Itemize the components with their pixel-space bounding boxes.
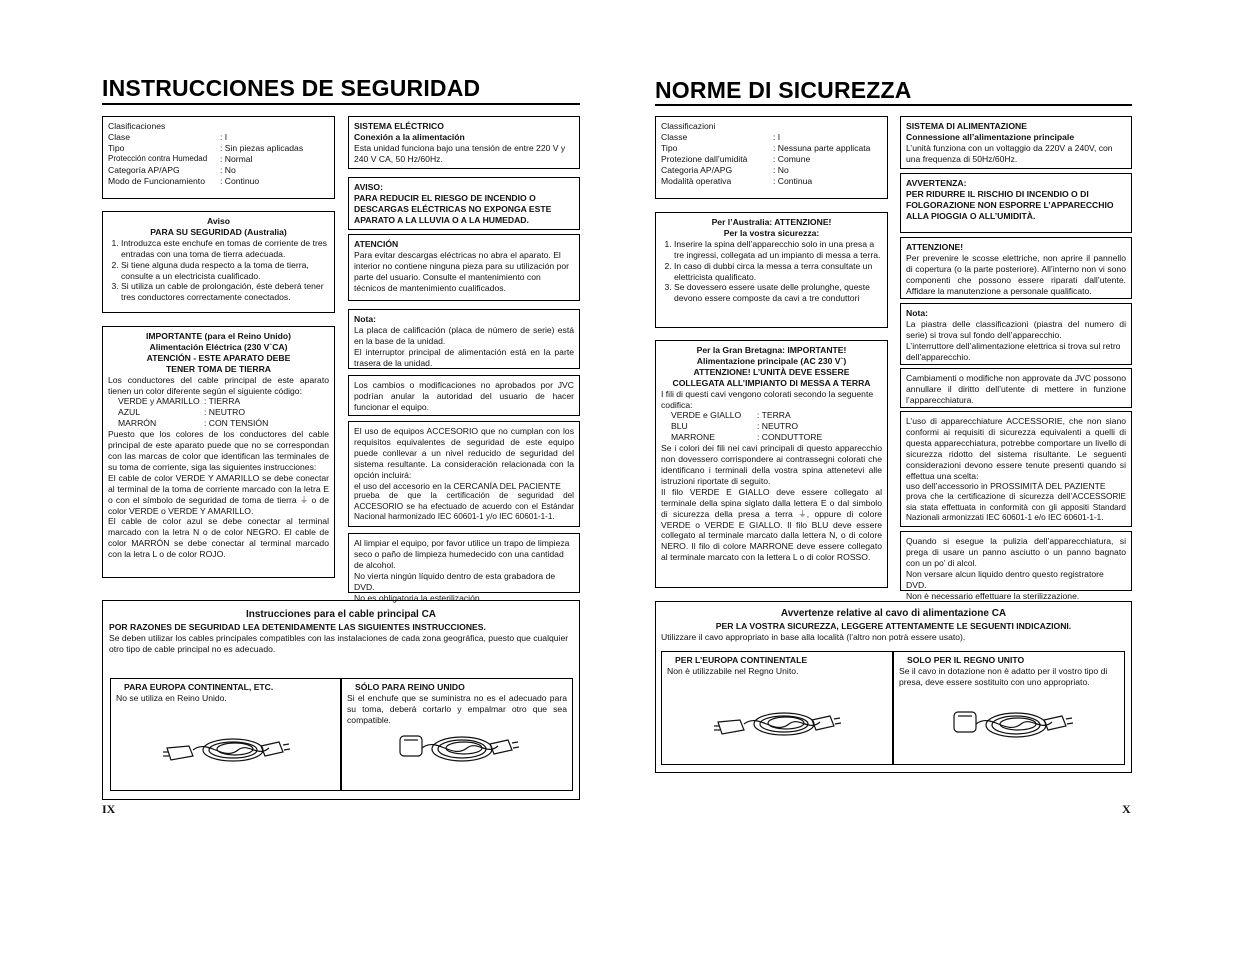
color-code-key: VERDE e GIALLO — [671, 410, 742, 421]
notice-heading: AVISO: — [354, 182, 383, 192]
paragraph: PER RIDURRE IL RISCHIO DI INCENDIO O DI FOLGORAZIONE NON ESPORRE L’APPARECCHIO ALLA PIOGGIA O ALL’UMIDITÀ. — [906, 188, 1114, 221]
notice-heading: ATTENZIONE! — [906, 242, 964, 252]
class-key: Classe — [661, 131, 688, 142]
notice-heading: IMPORTANTE (para el Reino Unido) — [146, 331, 291, 341]
notice-subheading: TENER TOMA DE TIERRA — [165, 363, 272, 374]
classifications-heading: Clasificaciones — [108, 121, 166, 131]
panel-heading: PARA EUROPA CONTINENTAL, ETC. — [124, 682, 274, 692]
europe-plug-icon — [163, 728, 293, 776]
notice-list — [661, 239, 882, 304]
paragraph: El cable de color azul se debe conectar al terminal marcado con la letra N o de color NEGRO. El cable de color MARRÓN se debe conectar al terminal marcado con la letra L o de color ROJO. — [108, 516, 329, 560]
notice-heading: SISTEMA ELÉCTRICO — [354, 121, 444, 131]
cable-heading: Instrucciones para el cable principal CA — [245, 609, 437, 620]
notice-subheading: Alimentazione principale (AC 230 V`) — [696, 355, 847, 366]
page-number-right: X — [1122, 802, 1131, 816]
electric-system-box — [348, 116, 580, 169]
paragraph: Esta unidad funciona bajo una tensión de entre 220 V y 240 V CA, 50 Hz/60Hz. — [354, 142, 566, 164]
paragraph: Si el enchufe que se suministra no es el adecuado para su toma, deberá cortarlo y empalmar otro que sea compatible. — [347, 692, 567, 725]
list-item: 2. In caso di dubbi circa la messa a terra consultate un elettricista qualificato. — [674, 261, 882, 283]
class-key: Protección contra Humedad — [108, 153, 208, 163]
accessory-box — [348, 421, 580, 527]
class-key: Categoría AP/APG — [108, 164, 180, 175]
notice-heading: Per la Gran Bretagna: IMPORTANTE! — [696, 345, 847, 355]
notice-heading: Nota: — [906, 308, 928, 318]
class-value: : No — [220, 164, 236, 175]
notice-subheading: Connessione all’alimentazione principale — [906, 131, 1075, 142]
class-key: Tipo — [108, 142, 125, 153]
list-item: 1. Introduzca este enchufe en tomas de corriente de tres entradas con una toma de tierra adecuada. — [121, 238, 329, 260]
color-code-value: : CONDUTTORE — [757, 432, 823, 443]
accessory-box — [900, 411, 1132, 527]
color-code-value: : NEUTRO — [204, 407, 246, 418]
cable-subheading: POR RAZONES DE SEGURIDAD LEA DETENIDAMENTE LAS SIGUIENTES INSTRUCCIONES. — [109, 621, 486, 632]
caution-box — [900, 237, 1132, 299]
list-item: 2. Si tiene alguna duda respecto a la toma de tierra, consulte a un electricista cualificado. — [121, 260, 329, 282]
class-key: Categoria AP/APG — [661, 164, 733, 175]
color-code-value: : CON TENSIÓN — [204, 418, 269, 429]
class-key: Modalità operativa — [661, 175, 732, 186]
note-box — [900, 303, 1132, 365]
class-value: : Normal — [220, 153, 253, 164]
page-number-left: IX — [102, 802, 116, 816]
notice-heading: AVVERTENZA: — [906, 178, 967, 188]
cable-subheading: PER LA VOSTRA SICUREZZA, LEGGERE ATTENTAMENTE LE SEGUENTI INDICAZIONI. — [715, 620, 1072, 631]
paragraph: Se i colori dei fili nei cavi principali di questo apparecchio non dovessero corrispondere ai contrassegni colorati che identificano i terminali della vostra spina attenetevi alle istruzioni riportate di seguito. — [661, 443, 882, 486]
notice-subheading: COLLEGATA ALL’IMPIANTO DI MESSA A TERRA — [672, 377, 871, 388]
uk-plug-icon — [392, 724, 522, 776]
cable-heading: Avvertenze relative al cavo di alimentazione CA — [780, 608, 1007, 619]
page-title-es: INSTRUCCIONES DE SEGURIDAD — [102, 75, 481, 101]
paragraph: prova che la certificazione di sicurezza dell’ACCESSORIE sia stata effettuata in conformità con gli appositi Standard Nazionali armonizzati IEC 60601-1 e/o IEC 60601-1-1. — [906, 492, 1126, 523]
electric-system-box — [900, 116, 1132, 169]
paragraph: L’interruttore dell’alimentazione elettrica si trova sul retro dell’apparecchio. — [906, 340, 1121, 362]
title-rule — [655, 104, 1132, 106]
list-item: 3. Si utiliza un cable de prolongación, éste deberá tener tres conductores correctamente conectados. — [121, 281, 329, 303]
modifications-box — [900, 368, 1132, 408]
paragraph: Non versare alcun liquido dentro questo registratore DVD. — [906, 568, 1104, 590]
class-value: : Continua — [773, 175, 813, 186]
notice-subheading: ATENCIÓN - ESTE APARATO DEBE — [146, 352, 291, 363]
class-value: : I — [220, 131, 228, 142]
panel-heading: PER L’EUROPA CONTINENTALE — [675, 655, 808, 665]
class-value: : Nessuna parte applicata — [773, 142, 871, 153]
color-code-value: : TERRA — [757, 410, 791, 421]
list-item: 1. Inserire la spina dell’apparecchio solo in una presa a tre ingressi, collegata ad un impianto di messa a terra. — [674, 239, 882, 261]
paragraph: Cambiamenti o modifiche non approvate da JVC possono annullare il diritto dell’utente di mettere in funzione l’apparecchiatura. — [906, 373, 1126, 405]
warning-box — [348, 177, 580, 230]
class-value: : No — [773, 164, 789, 175]
notice-list — [108, 238, 329, 303]
paragraph: No es obligatoria la esterilización. — [354, 592, 483, 603]
paragraph: El cable de color VERDE Y AMARILLO se debe conectar al terminal de la toma de corriente marcado con la letra E o con el símbolo de seguridad de toma de tierra ⏚ o de color VERDE o VERDE Y AMARILLO. — [108, 472, 329, 516]
color-code-value: : TIERRA — [204, 396, 241, 407]
notice-heading: ATENCIÓN — [354, 239, 399, 249]
list-item: 3. Se dovessero essere usate delle prolunghe, queste devono essere composte da cavi a tre conduttori — [674, 282, 882, 304]
paragraph: L’uso di apparecchiature ACCESSORIE, che non siano conformi ai requisiti di sicurezza equivalenti a quelli di questa apparecchiatura, potrebbe comportare un livello di sicurezza ridotto del sistema risultante. Le seguenti considerazioni devono essere tenute presenti quando si effettua una scelta: — [906, 416, 1126, 481]
australia-notice-box — [102, 211, 335, 313]
notice-subheading: PARA SU SEGURIDAD (Australia) — [150, 226, 287, 237]
notice-heading: SISTEMA DI ALIMENTAZIONE — [906, 121, 1027, 131]
title-rule — [102, 103, 580, 105]
class-value: : Comune — [773, 153, 811, 164]
class-value: : Continuo — [220, 175, 260, 186]
paragraph: PARA REDUCIR EL RIESGO DE INCENDIO O DESCARGAS ELÉCTRICAS NO EXPONGA ESTE APARATO A LA LLUVIA O A LA HUMEDAD. — [354, 192, 552, 225]
paragraph: Se deben utilizar los cables principales compatibles con las instalaciones de cada zona geográfica, puesto que cualquier otro tipo de cable principal no es adecuado. — [109, 632, 569, 654]
paragraph: Non è necessario effettuare la sterilizzazione. — [906, 590, 1080, 601]
class-key: Tipo — [661, 142, 678, 153]
color-code-key: VERDE y AMARILLO — [118, 396, 200, 407]
warning-box — [900, 173, 1132, 233]
uk-plug-icon — [946, 700, 1076, 752]
paragraph: Puesto que los colores de los conductores del cable principal de este aparato puede que no se correspondan con las marcas de color que identifican las terminales de su toma de corriente, siga las siguientes instrucciones: — [108, 429, 329, 472]
notice-heading: Aviso — [206, 216, 231, 226]
paragraph: La placa de calificación (placa de número de serie) está en la base de la unidad. — [354, 324, 574, 346]
classifications-box — [655, 116, 888, 199]
paragraph: El uso de equipos ACCESORIO que no cumplan con los requisitos equivalentes de seguridad de este equipo puede conllevar a un nivel reducido de seguridad del sistema resultante. La consideración relacionada con la opción incluirá: — [354, 426, 574, 480]
paragraph: Utilizzare il cavo appropriato in base alla località (l’altro non potrà essere usato). — [661, 631, 966, 642]
classifications-box — [102, 116, 335, 199]
notice-subheading: Per la vostra sicurezza: — [723, 227, 820, 238]
uk-notice-box — [102, 326, 335, 578]
page-title-it: NORME DI SICUREZZA — [655, 77, 912, 103]
paragraph: Los cambios o modificaciones no aprobados por JVC podrían anular la autoridad del usuario de hacer funcionar el equipo. — [354, 380, 574, 412]
paragraph: L’unità funziona con un voltaggio da 220V a 240V, con una frequenza di 50Hz/60Hz. — [906, 142, 1113, 164]
class-value: : I — [773, 131, 781, 142]
panel-heading: SÓLO PARA REINO UNIDO — [355, 682, 465, 692]
color-code-key: AZUL — [118, 407, 140, 418]
notice-heading: Nota: — [354, 314, 376, 324]
class-value: : Sin piezas aplicadas — [220, 142, 304, 153]
color-code-key: MARRÓN — [118, 418, 157, 429]
australia-notice-box — [655, 212, 888, 328]
color-code-key: MARRONE — [671, 432, 715, 443]
paragraph: Non è utilizzabile nel Regno Unito. — [667, 665, 799, 676]
paragraph: I fili di questi cavi vengono colorati secondo la seguente codifica: — [661, 388, 874, 410]
notice-subheading: Alimentación Eléctrica (230 V`CA) — [149, 341, 288, 352]
color-code-key: BLU — [671, 421, 688, 432]
panel-heading: SOLO PER IL REGNO UNITO — [907, 655, 1025, 665]
notice-subheading: ATTENZIONE! L’UNITÀ DEVE ESSERE — [693, 366, 850, 377]
paragraph: No se utiliza en Reino Unido. — [116, 692, 227, 703]
notice-heading: Per l’Australia: ATTENZIONE! — [711, 217, 832, 227]
class-key: Clase — [108, 131, 130, 142]
modifications-box — [348, 375, 580, 416]
paragraph: Il filo VERDE E GIALLO deve essere collegato al terminale della spina siglato dalla lettera E o dal simbolo di sicurezza della presa a terra ⏚, oppure di colore VERDE o VERDE E GIALLO. Il filo BLU deve essere collegato al terminale marcato dalla lettera N, o di colore NERO. Il filo di colore MARRONE deve essere collegato al terminale marcato con la lettera L o di color ROSSO. — [661, 486, 882, 563]
paragraph: El interruptor principal de alimentación está en la parte trasera de la unidad. — [354, 346, 574, 368]
notice-subheading: Conexión a la alimentación — [354, 131, 465, 142]
paragraph: Quando si esegue la pulizia dell’apparecchiatura, si prega di usare un panno asciutto o un panno bagnato con un po’ di alcol. — [906, 536, 1126, 568]
paragraph: Los conductores del cable principal de este aparato tienen un color diferente según el siguiente código: — [108, 374, 329, 396]
class-key: Protezione dall’umidità — [661, 153, 748, 164]
color-code-value: : NEUTRO — [757, 421, 799, 432]
cleaning-box — [348, 533, 580, 603]
paragraph: No vierta ningún líquido dentro de esta grabadora de DVD. — [354, 570, 556, 592]
europe-plug-icon — [714, 702, 844, 750]
class-key: Modo de Funcionamiento — [108, 175, 205, 186]
paragraph: Se il cavo in dotazione non è adatto per il vostro tipo di presa, deve essere sostituito con uno appropriato. — [899, 665, 1108, 687]
classifications-heading: Classificazioni — [661, 121, 716, 131]
paragraph: Al limpiar el equipo, por favor utilice un trapo de limpieza seco o paño de limpieza humedecido con una cantidad de alcohol. — [354, 538, 570, 570]
paragraph: Para evitar descargas eléctricas no abra el aparato. El interior no contiene ninguna pieza para su utilización por parte del usuario. Consulte el mantenimiento con técnicos de mantenimiento cualificados. — [354, 249, 569, 293]
cleaning-box — [900, 531, 1132, 601]
caution-box — [348, 234, 580, 301]
paragraph: uso dell’accessorio in PROSSIMITÀ DEL PAZIENTE — [906, 481, 1106, 492]
uk-notice-box — [655, 340, 888, 588]
paragraph: Per prevenire le scosse elettriche, non aprire il pannello di copertura (o la parte posteriore). All’interno non vi sono componenti che possono essere riparati dall’utente. Affidare la manutenzione a personale qualificato. — [906, 252, 1126, 296]
paragraph: La piastra delle classificazioni (piastra del numero di serie) si trova sul fondo dell’apparecchio. — [906, 318, 1126, 340]
paragraph: el uso del accesorio en la CERCANÍA DEL PACIENTE — [354, 480, 561, 491]
paragraph: prueba de que la certificación de seguridad del ACCESORIO se ha efectuado de acuerdo con el Estándar Nacional harmonizado IEC 60601-1 y/o IEC 60601-1-1. — [354, 491, 574, 522]
note-box — [348, 309, 580, 369]
